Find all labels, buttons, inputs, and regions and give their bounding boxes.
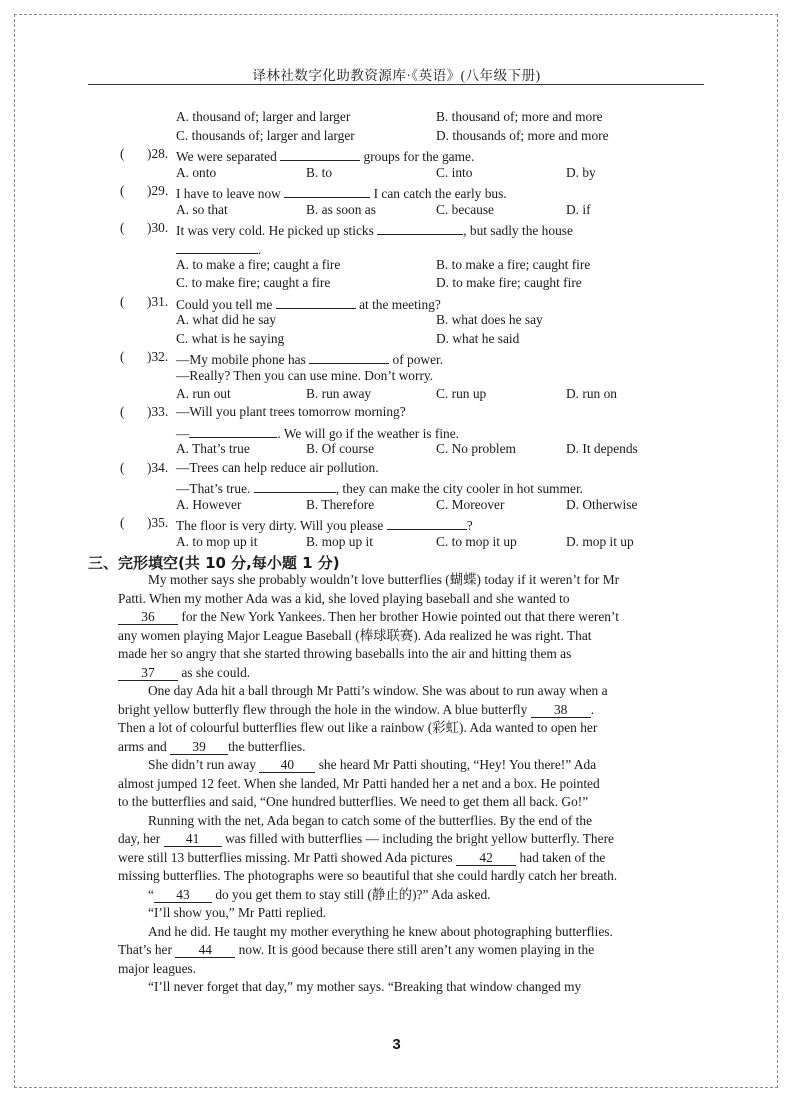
header-rule — [88, 84, 704, 85]
cloze-blank-40[interactable]: 40 — [259, 757, 315, 773]
passage-line: That’s her 44 now. It is good because there still aren’t any women playing in the — [118, 942, 595, 957]
answer-paren[interactable]: ( — [120, 220, 125, 235]
option-a: A. onto — [176, 165, 217, 180]
option-c: C. into — [436, 165, 473, 180]
answer-blank[interactable] — [254, 477, 336, 493]
passage-line: She didn’t run away 40 she heard Mr Patti shouting, “Hey! You there!” Ada — [148, 757, 597, 772]
question-32-reply: —Really? Then you can use mine. Don’t worry. — [176, 368, 434, 383]
passage-line: One day Ada hit a ball through Mr Patti’s window. She was about to run away when a — [148, 683, 608, 698]
cloze-blank-37[interactable]: 37 — [118, 665, 178, 681]
answer-paren[interactable]: ( — [120, 294, 125, 309]
option-b: B. Therefore — [306, 497, 375, 512]
option-d: D. if — [566, 202, 591, 217]
option-b: B. to make a fire; caught fire — [436, 257, 591, 272]
passage-line: day, her 41 was filled with butterflies — including the bright yellow butterfly. There — [118, 831, 614, 846]
question-28: We were separated groups for the game. — [176, 145, 474, 166]
passage-line: to the butterflies and said, “One hundred butterflies. We need to get them all back. Go!” — [118, 794, 589, 809]
question-30-cont: . — [176, 238, 261, 259]
passage-line: “ 43 do you get them to stay still (静止的)?” Ada asked. — [148, 887, 491, 902]
option-b: B. to — [306, 165, 333, 180]
answer-blank[interactable] — [387, 514, 467, 530]
passage-line: Patti. When my mother Ada was a kid, she loved playing baseball and she wanted to — [118, 591, 570, 606]
option-c: C. No problem — [436, 441, 516, 456]
passage-line: made her so angry that she started throwing baseballs into the air and hitting them as — [118, 646, 572, 661]
question-34-reply: —That’s true. , they can make the city cooler in hot summer. — [176, 477, 583, 498]
option-a: A. However — [176, 497, 242, 512]
cloze-blank-43[interactable]: 43 — [154, 887, 212, 903]
option-a: A. to make a fire; caught a fire — [176, 257, 341, 272]
answer-blank[interactable] — [276, 293, 356, 309]
passage-line: My mother says she probably wouldn’t love butterflies (蝴蝶) today if it weren’t for Mr — [148, 572, 620, 587]
passage-line: “I’ll never forget that day,” my mother says. “Breaking that window changed my — [148, 979, 582, 994]
option-c: C. because — [436, 202, 495, 217]
passage-line: 37 as she could. — [118, 664, 250, 683]
question-number: )31. — [147, 294, 169, 309]
passage-line: almost jumped 12 feet. When she landed, Mr Patti handed her a net and a box. He pointed — [118, 776, 600, 791]
answer-paren[interactable]: ( — [120, 146, 125, 161]
passage-line: And he did. He taught my mother everything he knew about photographing butterflies. — [148, 924, 613, 939]
answer-blank[interactable] — [309, 348, 389, 364]
passage-line: 36 for the New York Yankees. Then her brother Howie pointed out that there weren’t — [118, 608, 619, 627]
option-b: B. what does he say — [436, 312, 543, 327]
question-35: The floor is very dirty. Will you please ? — [176, 514, 473, 535]
section-title: 三、完形填空(共 10 分,每小题 1 分) — [88, 554, 340, 572]
answer-blank[interactable] — [377, 219, 463, 235]
option-d: D. run on — [566, 386, 617, 401]
option-d: D. to make fire; caught fire — [436, 275, 582, 290]
option-d: D. mop it up — [566, 534, 634, 549]
option-b: B. as soon as — [306, 202, 376, 217]
q27-option-d: D. thousands of; more and more — [436, 128, 609, 143]
cloze-blank-44[interactable]: 44 — [175, 942, 235, 958]
page-header: 译林社数字化助教资源库·《英语》(八年级下册) — [252, 68, 541, 83]
option-c: C. run up — [436, 386, 487, 401]
option-a: A. run out — [176, 386, 231, 401]
page-number: 3 — [392, 1036, 401, 1053]
answer-blank[interactable] — [280, 145, 360, 161]
option-c: C. what is he saying — [176, 331, 285, 346]
option-a: A. to mop up it — [176, 534, 258, 549]
question-number: )29. — [147, 183, 169, 198]
answer-paren[interactable]: ( — [120, 460, 125, 475]
answer-paren[interactable]: ( — [120, 183, 125, 198]
option-d: D. by — [566, 165, 596, 180]
question-33-reply: — . We will go if the weather is fine. — [176, 422, 459, 443]
answer-blank[interactable] — [189, 422, 277, 438]
passage-line: Running with the net, Ada began to catch some of the butterflies. By the end of the — [148, 813, 593, 828]
answer-paren[interactable]: ( — [120, 404, 125, 419]
passage-line: bright yellow butterfly flew through the hole in the window. A blue butterfly 38 . — [118, 702, 595, 717]
passage-line: were still 13 butterflies missing. Mr Patti showed Ada pictures 42 had taken of the — [118, 850, 606, 865]
cloze-blank-42[interactable]: 42 — [456, 850, 516, 866]
passage-line: Then a lot of colourful butterflies flew out like a rainbow (彩虹). Ada wanted to open her — [118, 720, 598, 735]
passage-line: major leagues. — [118, 961, 197, 976]
cloze-blank-36[interactable]: 36 — [118, 609, 178, 625]
question-number: )34. — [147, 460, 169, 475]
question-number: )28. — [147, 146, 169, 161]
option-a: A. what did he say — [176, 312, 277, 327]
question-31: Could you tell me at the meeting? — [176, 293, 441, 314]
question-number: )32. — [147, 349, 169, 364]
cloze-blank-41[interactable]: 41 — [164, 831, 222, 847]
answer-blank[interactable] — [284, 182, 370, 198]
q27-option-b: B. thousand of; more and more — [436, 109, 603, 124]
question-33: —Will you plant trees tomorrow morning? — [176, 404, 406, 419]
option-a: A. That’s true — [176, 441, 250, 456]
answer-paren[interactable]: ( — [120, 349, 125, 364]
option-d: D. Otherwise — [566, 497, 638, 512]
option-c: C. to make fire; caught a fire — [176, 275, 331, 290]
option-c: C. to mop it up — [436, 534, 517, 549]
cloze-blank-39[interactable]: 39 — [170, 739, 228, 755]
answer-blank[interactable] — [176, 238, 258, 254]
passage-line: missing butterflies. The photographs were so beautiful that she could hardly catch her breath. — [118, 868, 618, 883]
question-29: I have to leave now I can catch the early bus. — [176, 182, 507, 203]
passage-line: any women playing Major League Baseball (棒球联赛). Ada realized he was right. That — [118, 628, 592, 643]
option-a: A. so that — [176, 202, 228, 217]
q27-option-c: C. thousands of; larger and larger — [176, 128, 355, 143]
question-30: It was very cold. He picked up sticks , but sadly the house — [176, 219, 573, 240]
option-c: C. Moreover — [436, 497, 505, 512]
option-b: B. mop up it — [306, 534, 373, 549]
option-b: B. Of course — [306, 441, 375, 456]
passage-line: “I’ll show you,” Mr Patti replied. — [148, 905, 327, 920]
option-b: B. run away — [306, 386, 372, 401]
question-number: )35. — [147, 515, 169, 530]
question-number: )33. — [147, 404, 169, 419]
question-34: —Trees can help reduce air pollution. — [176, 460, 379, 475]
option-d: D. what he said — [436, 331, 520, 346]
cloze-blank-38[interactable]: 38 — [531, 702, 591, 718]
question-32: —My mobile phone has of power. — [176, 348, 443, 369]
question-number: )30. — [147, 220, 169, 235]
passage-line: arms and 39 the butterflies. — [118, 739, 306, 754]
answer-paren[interactable]: ( — [120, 515, 125, 530]
option-d: D. It depends — [566, 441, 638, 456]
q27-option-a: A. thousand of; larger and larger — [176, 109, 351, 124]
